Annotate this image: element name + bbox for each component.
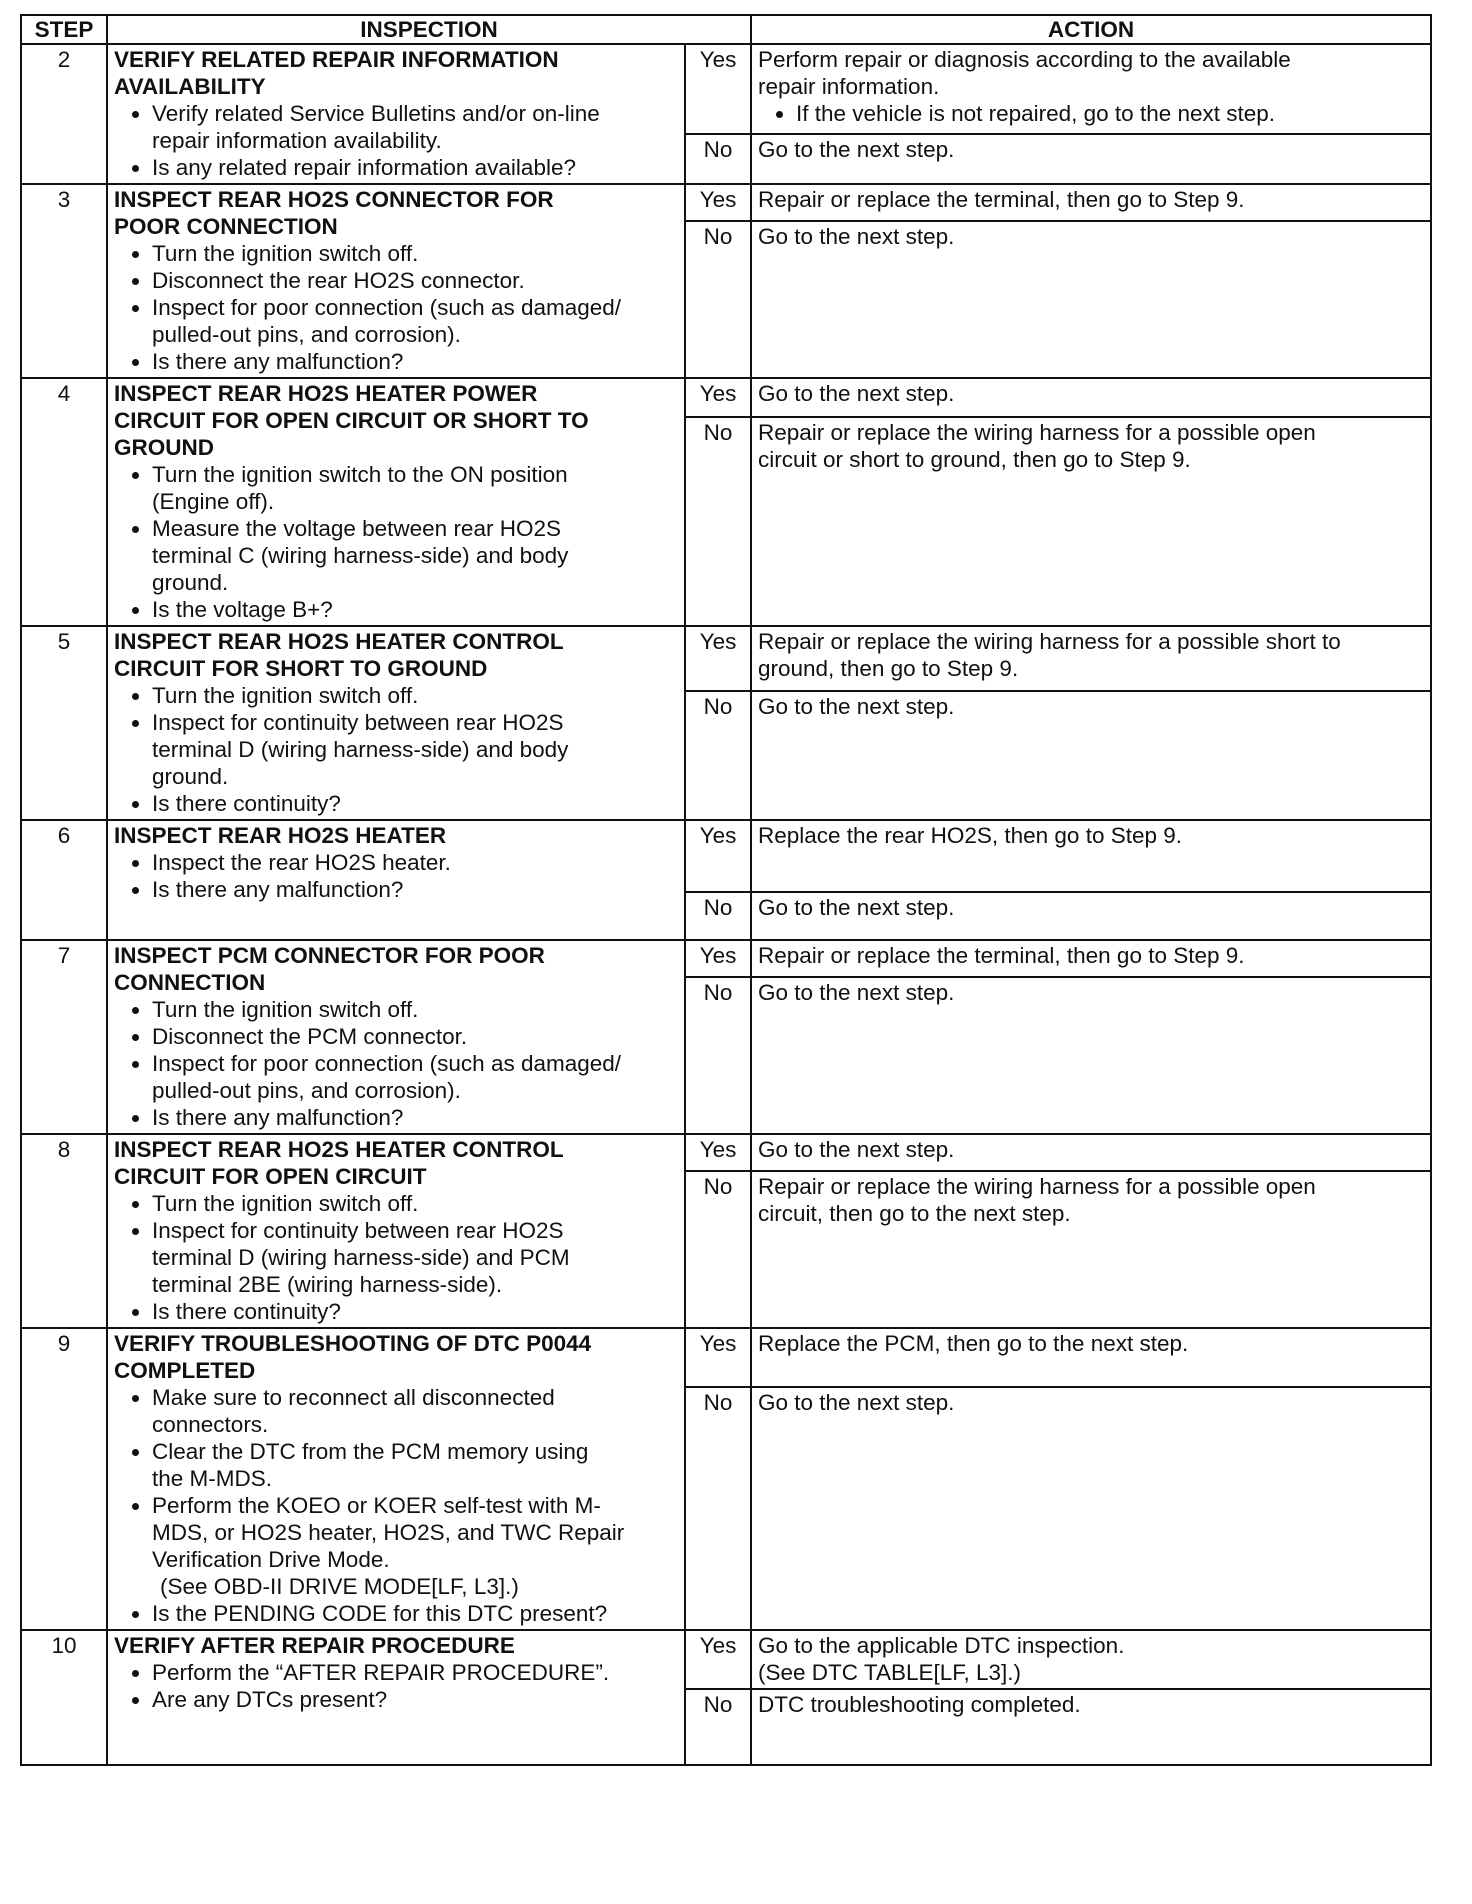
text-line: MDS, or HO2S heater, HO2S, and TWC Repair xyxy=(152,1520,625,1545)
no-label: No xyxy=(685,977,751,1134)
no-action xyxy=(751,1171,1431,1328)
step-number: 6 xyxy=(21,820,107,940)
text-line: terminal 2BE (wiring harness-side). xyxy=(152,1272,503,1297)
text-line: INSPECT REAR HO2S HEATER CONTROL xyxy=(114,1137,564,1162)
text-line: GROUND xyxy=(114,435,214,460)
list-item xyxy=(152,100,678,154)
yes-action xyxy=(751,1328,1431,1387)
text-line: pulled-out pins, and corrosion). xyxy=(152,322,461,347)
table-row xyxy=(21,820,1431,892)
list-item xyxy=(152,1438,678,1492)
inspection-bullets xyxy=(114,682,678,817)
text-line: Turn the ignition switch to the ON position xyxy=(152,462,568,487)
text-line: Repair or replace the wiring harness for a possible open xyxy=(758,1173,1316,1199)
text-line: INSPECT REAR HO2S CONNECTOR FOR xyxy=(114,187,554,212)
text-line: Perform the “AFTER REPAIR PROCEDURE”. xyxy=(152,1660,610,1685)
text-line: POOR CONNECTION xyxy=(114,214,338,239)
yes-action xyxy=(751,940,1431,977)
text-line: Perform repair or diagnosis according to the available xyxy=(758,47,1291,72)
text-line: Measure the voltage between rear HO2S xyxy=(152,516,561,541)
table-row xyxy=(21,940,1431,977)
table-row xyxy=(21,184,1431,221)
text-line: Perform the KOEO or KOER self-test with M- xyxy=(152,1493,601,1518)
table-row xyxy=(21,378,1431,417)
text-line: INSPECT REAR HO2S HEATER CONTROL xyxy=(114,629,564,654)
text-line: Go to the next step. xyxy=(758,223,955,249)
list-item xyxy=(152,709,678,790)
list-item xyxy=(152,1104,678,1131)
text-line: INSPECT REAR HO2S HEATER xyxy=(114,823,447,848)
text-line: Replace the rear HO2S, then go to Step 9. xyxy=(758,823,1183,848)
text-line: repair information. xyxy=(758,74,940,99)
text-line: DTC troubleshooting completed. xyxy=(758,1692,1081,1717)
text-line: CIRCUIT FOR OPEN CIRCUIT xyxy=(114,1164,427,1189)
no-action xyxy=(751,691,1431,820)
text-line: terminal D (wiring harness-side) and PCM xyxy=(152,1245,570,1270)
step-number: 5 xyxy=(21,626,107,820)
list-item xyxy=(152,1217,678,1298)
text-line: Repair or replace the wiring harness for a possible short to xyxy=(758,629,1341,654)
text-line: Repair or replace the wiring harness for a possible open xyxy=(758,419,1316,445)
text-line: Inspect for continuity between rear HO2S xyxy=(152,710,564,735)
text-line: Is there any malfunction? xyxy=(152,349,404,374)
list-item xyxy=(152,596,678,623)
list-item xyxy=(152,1050,678,1104)
yes-label: Yes xyxy=(685,1134,751,1171)
yes-label: Yes xyxy=(685,820,751,892)
text-line: Is there any malfunction? xyxy=(152,877,404,902)
list-item xyxy=(152,348,678,375)
text-line: Is any related repair information available? xyxy=(152,155,576,180)
no-label: No xyxy=(685,221,751,378)
yes-label: Yes xyxy=(685,44,751,134)
inspection-cell xyxy=(107,1134,685,1328)
step-title xyxy=(114,186,678,240)
no-action xyxy=(751,221,1431,378)
diagnostic-procedure-sheet xyxy=(20,14,1430,1766)
text-line: pulled-out pins, and corrosion). xyxy=(152,1078,461,1103)
text-line: Inspect for continuity between rear HO2S xyxy=(152,1218,564,1243)
yes-label: Yes xyxy=(685,940,751,977)
inspection-bullets xyxy=(114,100,678,181)
inspection-cell xyxy=(107,184,685,378)
table-row xyxy=(21,1328,1431,1387)
yes-action xyxy=(751,44,1431,134)
inspection-cell xyxy=(107,626,685,820)
text-line: terminal C (wiring harness-side) and body xyxy=(152,543,569,568)
text-line: Verify related Service Bulletins and/or on-line xyxy=(152,101,600,126)
table-header-row xyxy=(21,15,1431,44)
list-item xyxy=(152,240,678,267)
yes-label: Yes xyxy=(685,378,751,417)
yes-label: Yes xyxy=(685,1630,751,1689)
yes-label: Yes xyxy=(685,184,751,221)
yes-action xyxy=(751,378,1431,417)
list-item xyxy=(152,1384,678,1438)
text-line: INSPECT REAR HO2S HEATER POWER xyxy=(114,381,538,406)
no-label: No xyxy=(685,691,751,820)
list-item xyxy=(152,1023,678,1050)
action-bullets xyxy=(758,100,1424,127)
text-line: Go to the next step. xyxy=(758,693,955,719)
inspection-bullets xyxy=(114,1190,678,1325)
step-number: 7 xyxy=(21,940,107,1134)
text-line: Is there continuity? xyxy=(152,791,341,816)
no-label: No xyxy=(685,417,751,626)
no-action xyxy=(751,417,1431,626)
no-label: No xyxy=(685,1689,751,1765)
table-row xyxy=(21,626,1431,691)
step-number: 4 xyxy=(21,378,107,626)
text-line: Disconnect the PCM connector. xyxy=(152,1024,468,1049)
step-number: 8 xyxy=(21,1134,107,1328)
text-line: ground. xyxy=(152,764,229,789)
table-row xyxy=(21,44,1431,134)
text-line: Turn the ignition switch off. xyxy=(152,997,419,1022)
text-line: Inspect for poor connection (such as damaged/ xyxy=(152,295,622,320)
text-line: Is there continuity? xyxy=(152,1299,341,1324)
text-line: Clear the DTC from the PCM memory using xyxy=(152,1439,589,1464)
text-line: Go to the next step. xyxy=(758,979,955,1005)
text-line: VERIFY TROUBLESHOOTING OF DTC P0044 xyxy=(114,1331,592,1356)
list-item xyxy=(152,154,678,181)
step-title xyxy=(114,628,678,682)
inspection-cell xyxy=(107,1630,685,1765)
step-title xyxy=(114,1632,678,1659)
text-line: VERIFY AFTER REPAIR PROCEDURE xyxy=(114,1633,515,1658)
list-item xyxy=(152,1190,678,1217)
text-line: CONNECTION xyxy=(114,970,266,995)
text-line: repair information availability. xyxy=(152,128,442,153)
text-line: Go to the next step. xyxy=(758,1390,955,1416)
step-title xyxy=(114,380,678,461)
list-item xyxy=(152,461,678,515)
text-line: Inspect the rear HO2S heater. xyxy=(152,850,451,875)
list-item xyxy=(152,1492,678,1573)
text-line: Make sure to reconnect all disconnected xyxy=(152,1385,555,1410)
table-row xyxy=(21,1630,1431,1689)
reference-note: (See OBD-II DRIVE MODE[LF, L3].) xyxy=(160,1574,519,1599)
text-line: Go to the next step. xyxy=(758,895,955,920)
yes-label: Yes xyxy=(685,626,751,691)
step-title xyxy=(114,942,678,996)
yes-action xyxy=(751,1630,1431,1689)
inspection-cell xyxy=(107,940,685,1134)
inspection-cell xyxy=(107,820,685,940)
step-title xyxy=(114,822,678,849)
text-line: circuit, then go to the next step. xyxy=(758,1200,1071,1226)
list-item xyxy=(152,790,678,817)
text-line: Repair or replace the terminal, then go to Step 9. xyxy=(758,187,1245,212)
step-title xyxy=(114,1330,678,1384)
text-line: the M-MDS. xyxy=(152,1466,273,1491)
text-line: connectors. xyxy=(152,1412,269,1437)
text-line: Is there any malfunction? xyxy=(152,1105,404,1130)
header-step: STEP xyxy=(21,15,107,44)
list-item xyxy=(152,1659,678,1686)
text-line: Turn the ignition switch off. xyxy=(152,241,419,266)
text-line: (See DTC TABLE[LF, L3].) xyxy=(758,1660,1022,1685)
text-line: Are any DTCs present? xyxy=(152,1687,388,1712)
no-action xyxy=(751,892,1431,940)
no-label: No xyxy=(685,1171,751,1328)
no-action xyxy=(751,1387,1431,1630)
no-label: No xyxy=(685,1387,751,1630)
text-line: VERIFY RELATED REPAIR INFORMATION xyxy=(114,47,559,72)
text-line: (Engine off). xyxy=(152,489,275,514)
text-line: CIRCUIT FOR OPEN CIRCUIT OR SHORT TO xyxy=(114,408,589,433)
no-label: No xyxy=(685,134,751,184)
table-body xyxy=(21,44,1431,1765)
text-line: Turn the ignition switch off. xyxy=(152,683,419,708)
list-item xyxy=(152,1686,678,1713)
inspection-bullets xyxy=(114,996,678,1131)
text-line: Disconnect the rear HO2S connector. xyxy=(152,268,525,293)
inspection-cell xyxy=(107,378,685,626)
inspection-bullets xyxy=(114,1384,678,1573)
list-item xyxy=(152,267,678,294)
no-action xyxy=(751,134,1431,184)
inspection-bullets-final xyxy=(114,1600,678,1627)
step-number: 9 xyxy=(21,1328,107,1630)
step-number: 2 xyxy=(21,44,107,184)
list-item: • Is the PENDING CODE for this DTC present? xyxy=(152,1600,678,1627)
table-row xyxy=(21,1134,1431,1171)
text-line: Go to the next step. xyxy=(758,1137,955,1162)
no-action xyxy=(751,977,1431,1134)
text-line: terminal D (wiring harness-side) and body xyxy=(152,737,569,762)
yes-action xyxy=(751,626,1431,691)
list-item xyxy=(152,294,678,348)
text-line: ground, then go to Step 9. xyxy=(758,656,1019,681)
header-inspection: INSPECTION xyxy=(107,15,751,44)
inspection-bullets xyxy=(114,849,678,903)
text-line: Go to the applicable DTC inspection. xyxy=(758,1633,1125,1658)
text-line: COMPLETED xyxy=(114,1358,256,1383)
list-item xyxy=(152,996,678,1023)
step-title xyxy=(114,46,678,100)
text-line: Replace the PCM, then go to the next step. xyxy=(758,1331,1189,1356)
inspection-bullets xyxy=(114,240,678,375)
inspection-bullets xyxy=(114,1659,678,1713)
list-item: • If the vehicle is not repaired, go to the next step. xyxy=(796,100,1424,127)
step-number: 10 xyxy=(21,1630,107,1765)
step-title xyxy=(114,1136,678,1190)
text-line: Go to the next step. xyxy=(758,136,955,162)
text-line: INSPECT PCM CONNECTOR FOR POOR xyxy=(114,943,545,968)
text-line: Inspect for poor connection (such as damaged/ xyxy=(152,1051,622,1076)
list-item xyxy=(152,515,678,596)
diagnostic-table xyxy=(20,14,1432,1766)
list-item xyxy=(152,849,678,876)
no-label: No xyxy=(685,892,751,940)
text-line: Turn the ignition switch off. xyxy=(152,1191,419,1216)
text-line: AVAILABILITY xyxy=(114,74,266,99)
text-line: Verification Drive Mode. xyxy=(152,1547,390,1572)
list-item xyxy=(152,876,678,903)
inspection-cell xyxy=(107,44,685,184)
inspection-bullets xyxy=(114,461,678,623)
list-item xyxy=(152,1298,678,1325)
text-line: Go to the next step. xyxy=(758,381,955,406)
yes-action xyxy=(751,1134,1431,1171)
yes-action xyxy=(751,820,1431,892)
yes-label: Yes xyxy=(685,1328,751,1387)
step-number: 3 xyxy=(21,184,107,378)
text-line: Is the voltage B+? xyxy=(152,597,333,622)
inspection-cell xyxy=(107,1328,685,1630)
text-line: CIRCUIT FOR SHORT TO GROUND xyxy=(114,656,488,681)
text-line: circuit or short to ground, then go to Step 9. xyxy=(758,446,1191,472)
header-action: ACTION xyxy=(751,15,1431,44)
list-item xyxy=(152,682,678,709)
text-line: Repair or replace the terminal, then go to Step 9. xyxy=(758,943,1245,968)
yes-action xyxy=(751,184,1431,221)
no-action xyxy=(751,1689,1431,1765)
text-line: ground. xyxy=(152,570,229,595)
